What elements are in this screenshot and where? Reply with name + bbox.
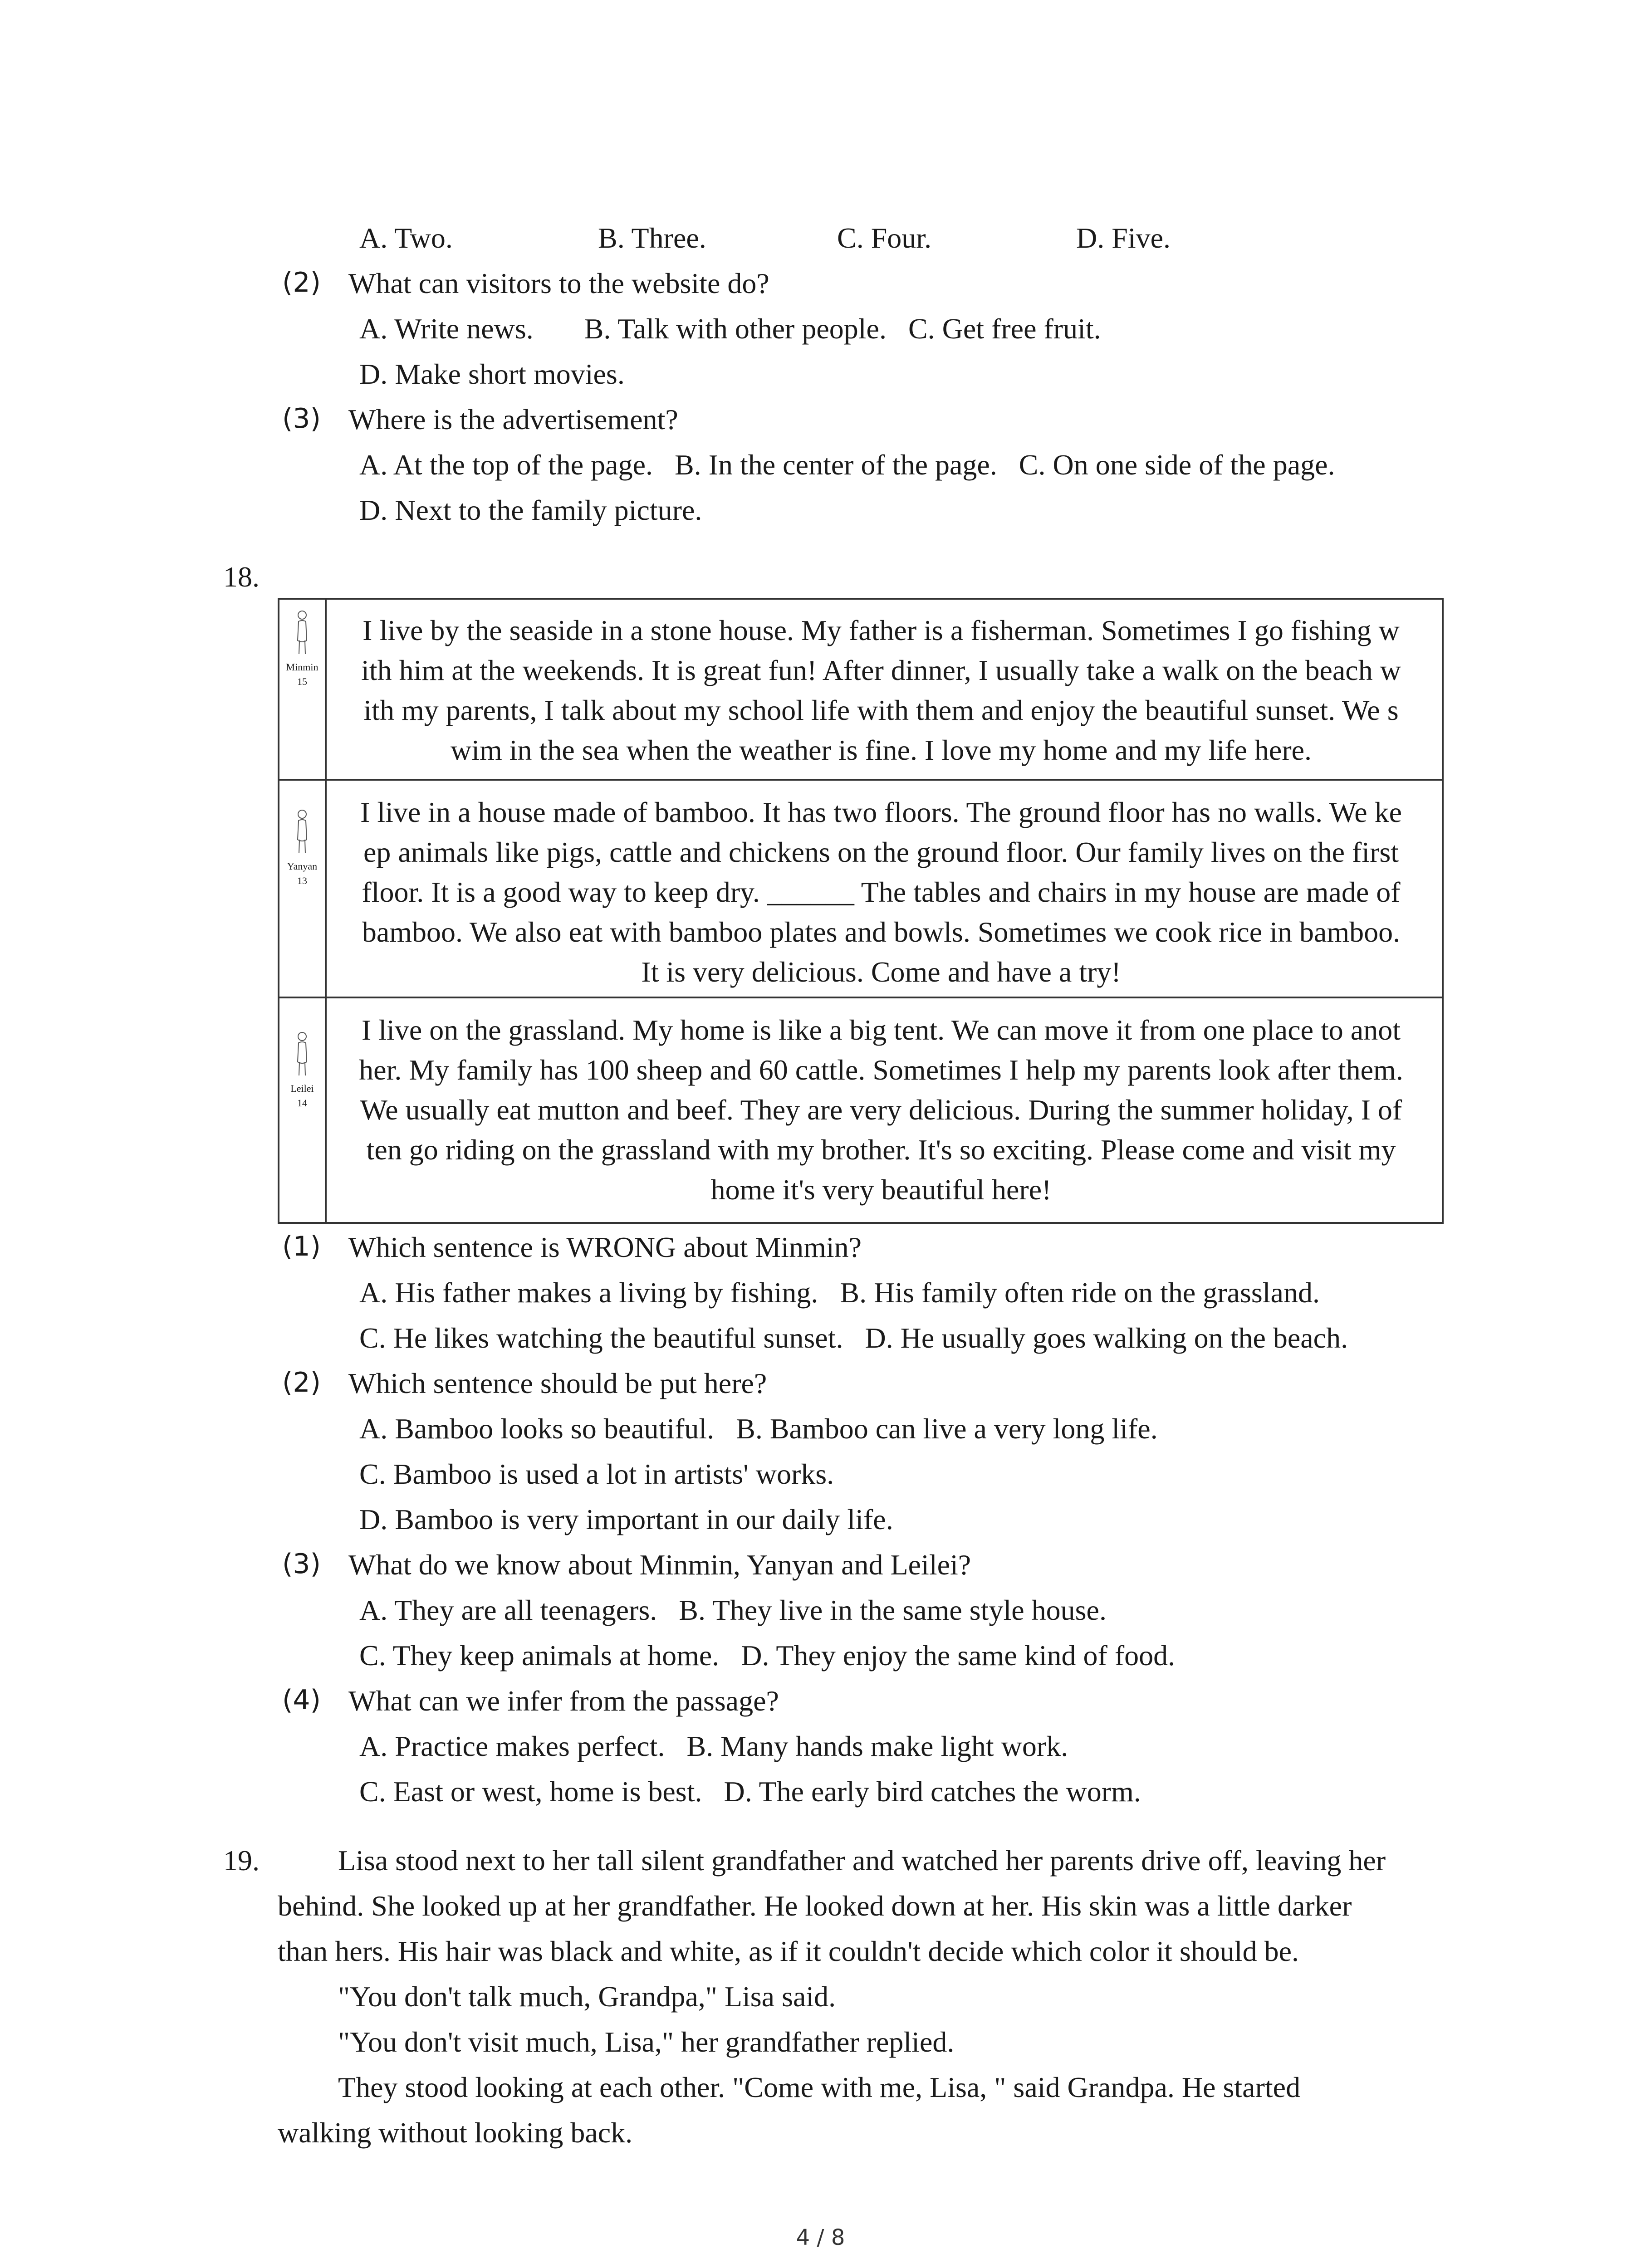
q19-passage-line: "You don't visit much, Lisa," her grandfather replied. (338, 2026, 955, 2058)
q17-2-question: What can visitors to the website do? (348, 267, 769, 299)
minmin-text-line: I live by the seaside in a stone house. My father is a fisherman. Sometimes I go fishing w (362, 614, 1400, 646)
q18-2-options-line: C. Bamboo is used a lot in artists' works. (359, 1458, 834, 1490)
q17-3-options-line1: A. At the top of the page. B. In the center of the page. C. On one side of the page. (359, 449, 1335, 481)
leilei-text-line: I live on the grassland. My home is like a big tent. We can move it from one place to anot (362, 1014, 1401, 1046)
portrait-age: 13 (297, 875, 307, 886)
q18-1-options-line: A. His father makes a living by fishing. B. His family often ride on the grassland. (359, 1276, 1320, 1309)
yanyan-text-line: It is very delicious. Come and have a try! (641, 956, 1121, 988)
q19-passage-line: Lisa stood next to her tall silent grandfather and watched her parents drive off, leaving her (338, 1844, 1386, 1877)
minmin-text-line: ith him at the weekends. It is great fun! After dinner, I usually take a walk on the beach w (361, 654, 1401, 686)
profile-row-yanyan (279, 779, 1442, 998)
leilei-text-line: We usually eat mutton and beef. They are very delicious. During the summer holiday, I of (360, 1094, 1402, 1126)
q18-4-options-line: C. East or west, home is best. D. The early bird catches the worm. (359, 1775, 1141, 1808)
q18-2-question: Which sentence should be put here? (348, 1367, 767, 1399)
portrait-name: Leilei (290, 1083, 314, 1094)
leilei-text-line: her. My family has 100 sheep and 60 cattle. Sometimes I help my parents look after them. (359, 1054, 1403, 1086)
q17-1-option-d: D. Five. (1076, 222, 1171, 254)
q18-4-number: (4) (282, 1684, 321, 1716)
yanyan-text-line: I live in a house made of bamboo. It has two floors. The ground floor has no walls. We ke (360, 796, 1402, 828)
q18-3-options-line: C. They keep animals at home. D. They enjoy the same kind of food. (359, 1639, 1176, 1672)
profile-row-leilei (279, 997, 1442, 1224)
q18-2-options-line: A. Bamboo looks so beautiful. B. Bamboo can live a very long life. (359, 1413, 1158, 1445)
q17-2-number: (2) (282, 267, 321, 298)
q18-3-number: (3) (282, 1548, 321, 1580)
leilei-text-line: ten go riding on the grassland with my brother. It's so exciting. Please come and visit my (366, 1134, 1396, 1166)
q19-number: 19. (223, 1844, 260, 1877)
profile-table (278, 598, 1444, 1224)
q19-passage-line: They stood looking at each other. "Come with me, Lisa, " said Grandpa. He started (338, 2071, 1301, 2103)
child-figure-icon (293, 609, 311, 659)
q19-passage-line: "You don't talk much, Grandpa," Lisa said. (338, 1980, 836, 2013)
q17-3-question: Where is the advertisement? (348, 403, 678, 435)
q18-4-question: What can we infer from the passage? (348, 1685, 779, 1717)
q18-1-number: (1) (282, 1231, 321, 1262)
profile-row-minmin (279, 600, 1442, 779)
portrait-yanyan (279, 808, 325, 887)
q19-passage-line: behind. She looked up at her grandfather. He looked down at her. His skin was a little darker (278, 1890, 1352, 1922)
portrait-leilei (279, 1030, 325, 1109)
q18-3-options-line: A. They are all teenagers. B. They live in the same style house. (359, 1594, 1107, 1626)
q17-3-number: (3) (282, 403, 321, 435)
q18-number: 18. (223, 561, 260, 593)
minmin-text-line: ith my parents, I talk about my school life with them and enjoy the beautiful sunset. We s (363, 694, 1399, 726)
q17-1-option-c: C. Four. (837, 222, 932, 254)
q17-1-option-a: A. Two. (359, 222, 453, 254)
q18-2-options-line: D. Bamboo is very important in our daily life. (359, 1503, 893, 1535)
yanyan-text-line: floor. It is a good way to keep dry. ______ The tables and chairs in my house are made of (362, 876, 1401, 908)
child-figure-icon (293, 808, 311, 858)
leilei-text-line: home it's very beautiful here! (710, 1173, 1052, 1206)
q18-3-question: What do we know about Minmin, Yanyan and Leilei? (348, 1549, 971, 1581)
q19-passage-line: walking without looking back. (278, 2116, 633, 2149)
q18-2-number: (2) (282, 1367, 321, 1398)
yanyan-text-line: ep animals like pigs, cattle and chickens on the ground floor. Our family lives on the first (363, 836, 1399, 868)
portrait-name: Yanyan (287, 860, 318, 872)
portrait-age: 15 (297, 676, 307, 687)
portrait-minmin (279, 609, 325, 688)
q17-2-options-line2: D. Make short movies. (359, 358, 625, 390)
minmin-text-line: wim in the sea when the weather is fine. I love my home and my life here. (450, 734, 1312, 766)
q18-4-options-line: A. Practice makes perfect. B. Many hands make light work. (359, 1730, 1068, 1762)
q17-1-option-b: B. Three. (598, 222, 706, 254)
portrait-age: 14 (297, 1097, 307, 1109)
q19-passage-line: than hers. His hair was black and white, as if it couldn't decide which color it should be. (278, 1935, 1299, 1967)
yanyan-text-line: bamboo. We also eat with bamboo plates and bowls. Sometimes we cook rice in bamboo. (362, 916, 1401, 948)
page-number: 4 / 8 (796, 2225, 845, 2250)
child-figure-icon (293, 1030, 311, 1080)
q17-2-options-line1: A. Write news. B. Talk with other people. C. Get free fruit. (359, 313, 1101, 345)
q18-1-options-line: C. He likes watching the beautiful sunset. D. He usually goes walking on the beach. (359, 1322, 1348, 1354)
q18-1-question: Which sentence is WRONG about Minmin? (348, 1231, 862, 1263)
portrait-name: Minmin (286, 661, 318, 673)
q17-3-options-line2: D. Next to the family picture. (359, 494, 702, 526)
